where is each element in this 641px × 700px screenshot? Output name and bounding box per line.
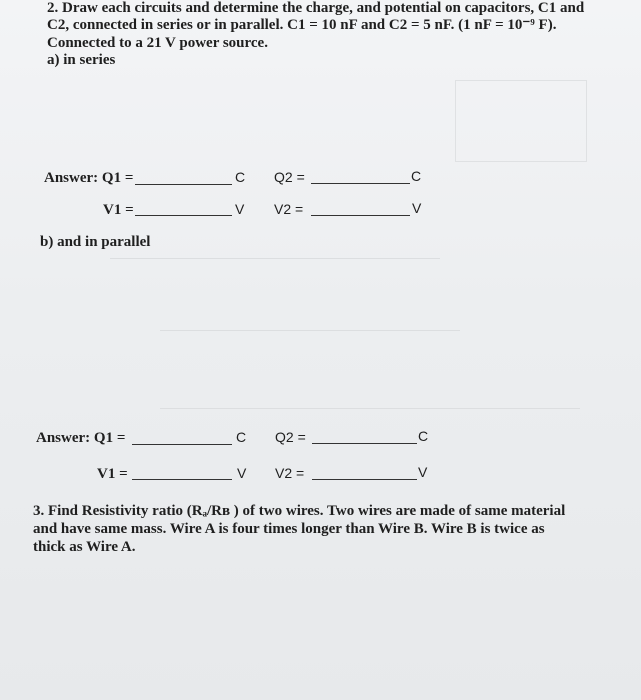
- series-v2-label: V2 =: [274, 201, 304, 217]
- parallel-q2-label: Q2 =: [275, 429, 306, 445]
- problem-2-line-2: C2, connected in series or in parallel. C1 = 10 nF and C2 = 5 nF. (1 nF = 10⁻⁹ F).: [47, 17, 557, 33]
- parallel-q2-blank[interactable]: [312, 443, 417, 444]
- parallel-q1-unit: C: [236, 429, 247, 445]
- bleed-through-line: [160, 408, 580, 409]
- part-a-heading: a) in series: [47, 52, 116, 68]
- problem-2-line-3: Connected to a 21 V power source.: [47, 35, 268, 51]
- series-v2-unit: V: [412, 200, 422, 216]
- parallel-v2-label: V2 =: [275, 465, 305, 481]
- series-v2-blank[interactable]: [311, 215, 410, 216]
- parallel-v2-unit: V: [418, 464, 428, 480]
- bleed-through-line: [110, 258, 440, 259]
- problem-3-line-2: and have same mass. Wire A is four times longer than Wire B. Wire B is twice as: [33, 521, 545, 537]
- series-q2-blank[interactable]: [311, 183, 410, 184]
- parallel-q2-unit: C: [418, 428, 429, 444]
- bleed-through-circuit: [455, 80, 587, 162]
- series-q2-unit: C: [411, 168, 422, 184]
- part-b-heading: b) and in parallel: [40, 234, 151, 250]
- parallel-v1-blank[interactable]: [132, 479, 232, 480]
- problem-3-line-3: thick as Wire A.: [33, 539, 136, 555]
- series-v1-unit: V: [235, 201, 245, 217]
- series-v1-label: V1 =: [103, 202, 134, 218]
- parallel-v1-label: V1 =: [97, 466, 128, 482]
- series-answer-q1-label: Answer: Q1 =: [44, 170, 134, 186]
- series-v1-blank[interactable]: [135, 215, 232, 216]
- problem-2-line-1: 2. Draw each circuits and determine the charge, and potential on capacitors, C1 and: [47, 0, 585, 16]
- parallel-v1-unit: V: [237, 465, 247, 481]
- parallel-answer-q1-label: Answer: Q1 =: [36, 430, 126, 446]
- series-q1-unit: C: [235, 169, 246, 185]
- problem-3-line-1: 3. Find Resistivity ratio (Rₐ/Rʙ ) of two wires. Two wires are made of same material: [33, 503, 566, 519]
- parallel-v2-blank[interactable]: [312, 479, 417, 480]
- parallel-q1-blank[interactable]: [132, 444, 232, 445]
- series-q2-label: Q2 =: [274, 169, 305, 185]
- series-q1-blank[interactable]: [135, 184, 232, 185]
- bleed-through-line: [160, 330, 460, 331]
